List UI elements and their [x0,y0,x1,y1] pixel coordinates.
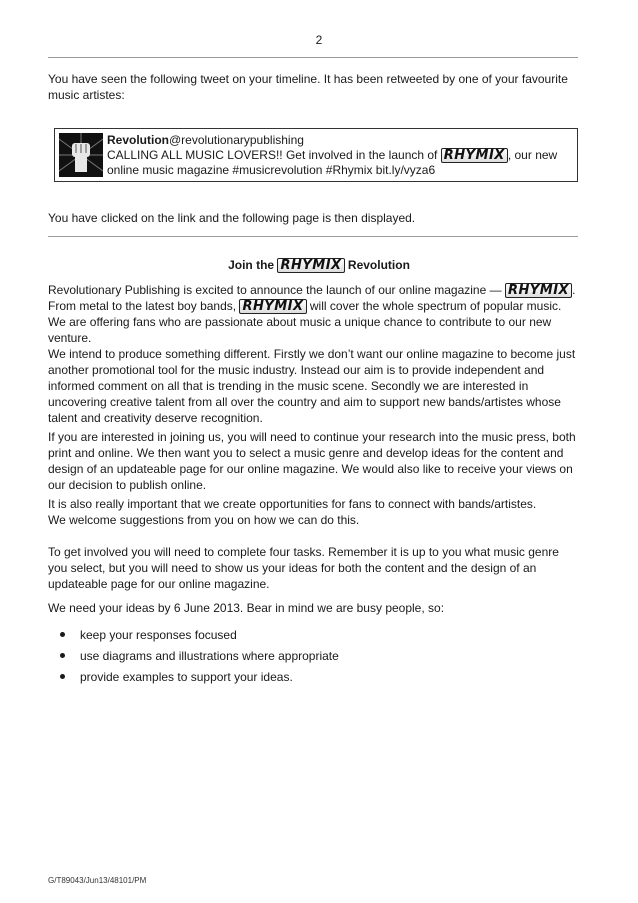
tweet-text-line2: online music magazine #musicrevolution #Rhymix bit.ly/vyza6 [107,163,436,177]
paragraph-research: If you are interested in joining us, you will need to continue your research into the music press, both print and online. We then want you to select a music genre and develop ideas for the content and design of an updateable page for our online magazine. We would also like to receive your views on our decision to publish online. [48,430,576,492]
intro-text: You have seen the following tweet on your timeline. It has been retweeted by one of your favourite music artistes: [48,72,568,102]
paragraph-announcement: Revolutionary Publishing is excited to announce the launch of our online magazine — RHYMIX . From metal to the latest boy bands, RHYMIX will cover the whole spectrum of popular music. We are offering fans who are passionate about music a unique chance to contribute to our new venture. [48,283,576,345]
divider [48,236,578,237]
paragraph-deadline: We need your ideas by 6 June 2013. Bear in mind we are busy people, so: [48,601,445,615]
bullet-icon [60,632,65,637]
paragraph-intent: We intend to produce something different. Firstly we don’t want our online magazine to become just another promotional tool for the music industry. Instead our aim is to provide independent and informed comment on all that is trending in the music scene. Secondly we are interested in uncovering creative talent from all over the country and aim to support new bands/artistes whose talent and creativity deserve recognition. [48,347,576,425]
list-item: provide examples to support your ideas. [48,669,580,690]
bullet-icon [60,674,65,679]
paragraph-fans: It is also really important that we create opportunities for fans to connect with bands/artistes. We welcome suggestions from you on how we can do this. [48,497,537,527]
list-item: keep your responses focused [48,627,580,648]
rhymix-logo: RHYMIX [441,148,508,163]
tweet-user[interactable]: Revolution [107,133,169,147]
list-item: use diagrams and illustrations where appropriate [48,648,580,669]
divider [48,57,578,58]
bullet-icon [60,653,65,658]
page-title: Join the RHYMIX Revolution [228,258,410,273]
rhymix-logo: RHYMIX [505,283,572,298]
tweet-card: Revolution@revolutionarypublishing CALLING ALL MUSIC LOVERS!! Get involved in the launch of RHYMIX , our new online music magazine #musicrevolution #Rhymix bit.ly/vyza6 [54,128,578,182]
tweet-handle[interactable]: @revolutionarypublishing [169,133,304,147]
tweet-text: CALLING ALL MUSIC LOVERS!! Get involved in the launch of [107,148,438,162]
rhymix-logo: RHYMIX [239,299,306,314]
rhymix-logo: RHYMIX [277,258,344,273]
raised-fist-icon [59,133,103,177]
clicked-text: You have clicked on the link and the following page is then displayed. [48,211,416,225]
paragraph-tasks: To get involved you will need to complete four tasks. Remember it is up to you what music genre you select, but you will need to show us your ideas for both the content and the design of an updateable page for our online magazine. [48,545,559,591]
page-number: 2 [315,33,323,47]
footer-code: G/T89043/Jun13/48101/PM [48,876,147,885]
bullet-list [48,627,580,690]
